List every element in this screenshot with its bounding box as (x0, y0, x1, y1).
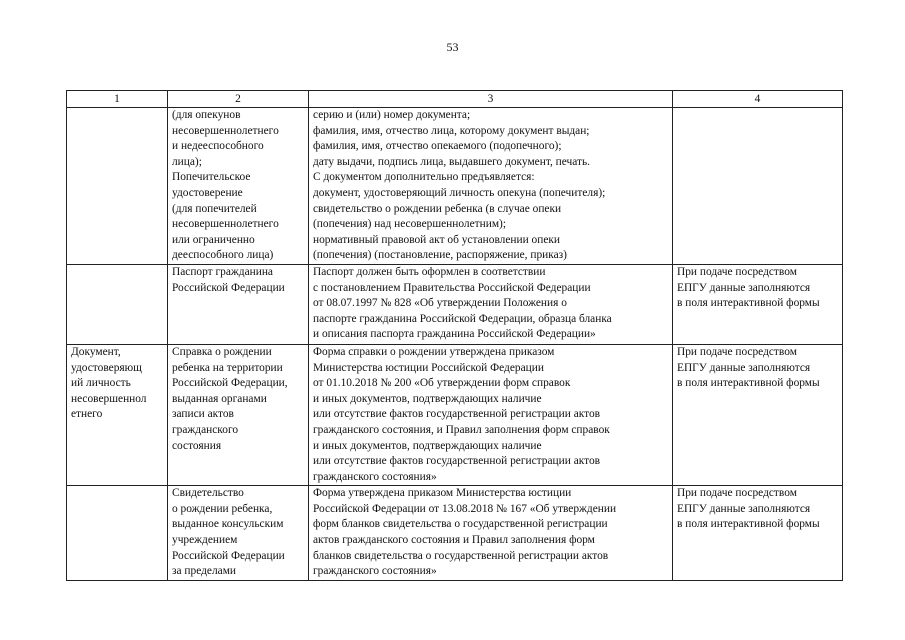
cell-text-line: фамилия, имя, отчество лица, которому документ выдан; (313, 124, 590, 137)
cell-text-line: гражданского (172, 423, 239, 436)
cell-text-line: несовершеннолетнего (172, 124, 279, 137)
table-cell-col-2 (168, 264, 309, 344)
cell-text-line: или отсутствие фактов государственной регистрации актов (313, 408, 601, 421)
cell-text-line: удостоверение (172, 186, 243, 199)
table-row (67, 108, 843, 265)
cell-text-line: (для попечителей (172, 202, 257, 215)
table-cell-col-4 (673, 486, 843, 581)
cell-text-line: При подаче посредством (677, 345, 797, 358)
cell-text-line: от 08.07.1997 № 828 «Об утверждении Положения о (313, 297, 567, 310)
cell-text-line: и иных документов, подтверждающих наличие (313, 392, 542, 405)
cell-text-line: Свидетельство (172, 487, 244, 500)
cell-text-line: етнего (71, 408, 103, 421)
cell-text-line: в поля интерактивной формы (677, 377, 820, 390)
cell-text-line: Паспорт должен быть оформлен в соответствии (313, 265, 546, 278)
cell-text-line: ЕПГУ данные заполняются (677, 281, 811, 294)
table-row (67, 264, 843, 344)
page-number: 53 (446, 40, 459, 54)
cell-text-line: записи актов (172, 408, 234, 421)
cell-text-line: лица); (172, 155, 202, 168)
cell-text-line: гражданского состояния» (313, 470, 437, 483)
cell-text-line: за пределами (172, 565, 236, 578)
cell-text-line: удостоверяющ (71, 361, 142, 374)
table-cell-col-1 (67, 344, 168, 485)
table-cell-col-1 (67, 486, 168, 581)
cell-text-line: дееспособного лица) (172, 249, 274, 262)
table-cell-col-2 (168, 344, 309, 485)
table-cell-col-1 (67, 264, 168, 344)
cell-text-line: нормативный правовой акт об установлении опеки (313, 233, 561, 246)
table-cell-col-3 (309, 344, 673, 485)
cell-text-line: Попечительское (172, 171, 251, 184)
cell-text-line: документ, удостоверяющий личность опекуна (попечителя); (313, 186, 606, 199)
cell-text-line: дату выдачи, подпись лица, выдавшего документ, печать. (313, 155, 591, 168)
header-row (67, 91, 843, 108)
cell-text-line: С документом дополнительно предъявляется: (313, 171, 535, 184)
cell-text-line: несовершеннолетнего (172, 218, 279, 231)
column-header-4: 4 (673, 91, 843, 108)
table-cell-col-3 (309, 264, 673, 344)
cell-text-line: При подаче посредством (677, 265, 797, 278)
cell-text-line: выданная органами (172, 392, 267, 405)
cell-text-line: (для опекунов (172, 109, 241, 121)
table-cell-col-4 (673, 344, 843, 485)
cell-text-line: (попечения) (постановление, распоряжение, приказ) (313, 249, 567, 262)
table-cell-col-2 (168, 108, 309, 265)
cell-text-line: и описания паспорта гражданина Российской Федерации» (313, 328, 596, 341)
table-row (67, 344, 843, 485)
cell-text-line: и недееспособного (172, 140, 264, 153)
cell-text-line: серию и (или) номер документа; (313, 109, 471, 121)
table-cell-col-2 (168, 486, 309, 581)
cell-text-line: с постановлением Правительства Российской Федерации (313, 281, 591, 294)
cell-text-line: Российской Федерации (172, 549, 285, 562)
cell-text-line: в поля интерактивной формы (677, 518, 820, 531)
cell-text-line: ий личность (71, 377, 131, 390)
column-header-3: 3 (309, 91, 673, 108)
cell-text-line: от 01.10.2018 № 200 «Об утверждении форм справок (313, 377, 571, 390)
cell-text-line: Форма справки о рождении утверждена приказом (313, 345, 555, 358)
cell-text-line: Форма утверждена приказом Министерства юстиции (313, 487, 572, 500)
table-cell-col-3 (309, 108, 673, 265)
cell-text-line: Паспорт гражданина (172, 265, 273, 278)
cell-text-line: состояния (172, 439, 222, 452)
cell-text-line: актов гражданского состояния и Правил заполнения форм (313, 534, 595, 547)
cell-text-line: или отсутствие фактов государственной регистрации актов (313, 455, 601, 468)
cell-text-line: фамилия, имя, отчество опекаемого (подопечного); (313, 140, 562, 153)
cell-text-line: ЕПГУ данные заполняются (677, 361, 811, 374)
documents-table (66, 90, 843, 581)
cell-text-line: Министерства юстиции Российской Федерации (313, 361, 544, 374)
cell-text-line: (попечения) над несовершеннолетним); (313, 218, 506, 231)
table-cell-col-4 (673, 108, 843, 265)
cell-text-line: бланков свидетельства о государственной регистрации актов (313, 549, 609, 562)
cell-text-line: Российской Федерации (172, 281, 285, 294)
cell-text-line: ЕПГУ данные заполняются (677, 502, 811, 515)
table-cell-col-3 (309, 486, 673, 581)
column-header-2: 2 (168, 91, 309, 108)
cell-text-line: выданное консульским (172, 518, 284, 531)
table-row (67, 486, 843, 581)
cell-text-line: свидетельство о рождении ребенка (в случае опеки (313, 202, 562, 215)
cell-text-line: При подаче посредством (677, 487, 797, 500)
cell-text-line: в поля интерактивной формы (677, 297, 820, 310)
cell-text-line: форм бланков свидетельства о государственной регистрации (313, 518, 608, 531)
cell-text-line: Документ, (71, 345, 121, 358)
column-header-1: 1 (67, 91, 168, 108)
table-cell-col-1 (67, 108, 168, 265)
cell-text-line: Российской Федерации от 13.08.2018 № 167 «Об утверждении (313, 502, 617, 515)
table-cell-col-4 (673, 264, 843, 344)
cell-text-line: или ограниченно (172, 233, 255, 246)
cell-text-line: ребенка на территории (172, 361, 283, 374)
cell-text-line: о рождении ребенка, (172, 502, 273, 515)
cell-text-line: Справка о рождении (172, 345, 272, 358)
cell-text-line: гражданского состояния, и Правил заполнения форм справок (313, 423, 610, 436)
cell-text-line: и иных документов, подтверждающих наличие (313, 439, 542, 452)
cell-text-line: несовершеннол (71, 392, 147, 405)
cell-text-line: гражданского состояния» (313, 565, 437, 578)
cell-text-line: учреждением (172, 534, 238, 547)
cell-text-line: паспорте гражданина Российской Федерации, образца бланка (313, 312, 612, 325)
cell-text-line: Российской Федерации, (172, 377, 288, 390)
